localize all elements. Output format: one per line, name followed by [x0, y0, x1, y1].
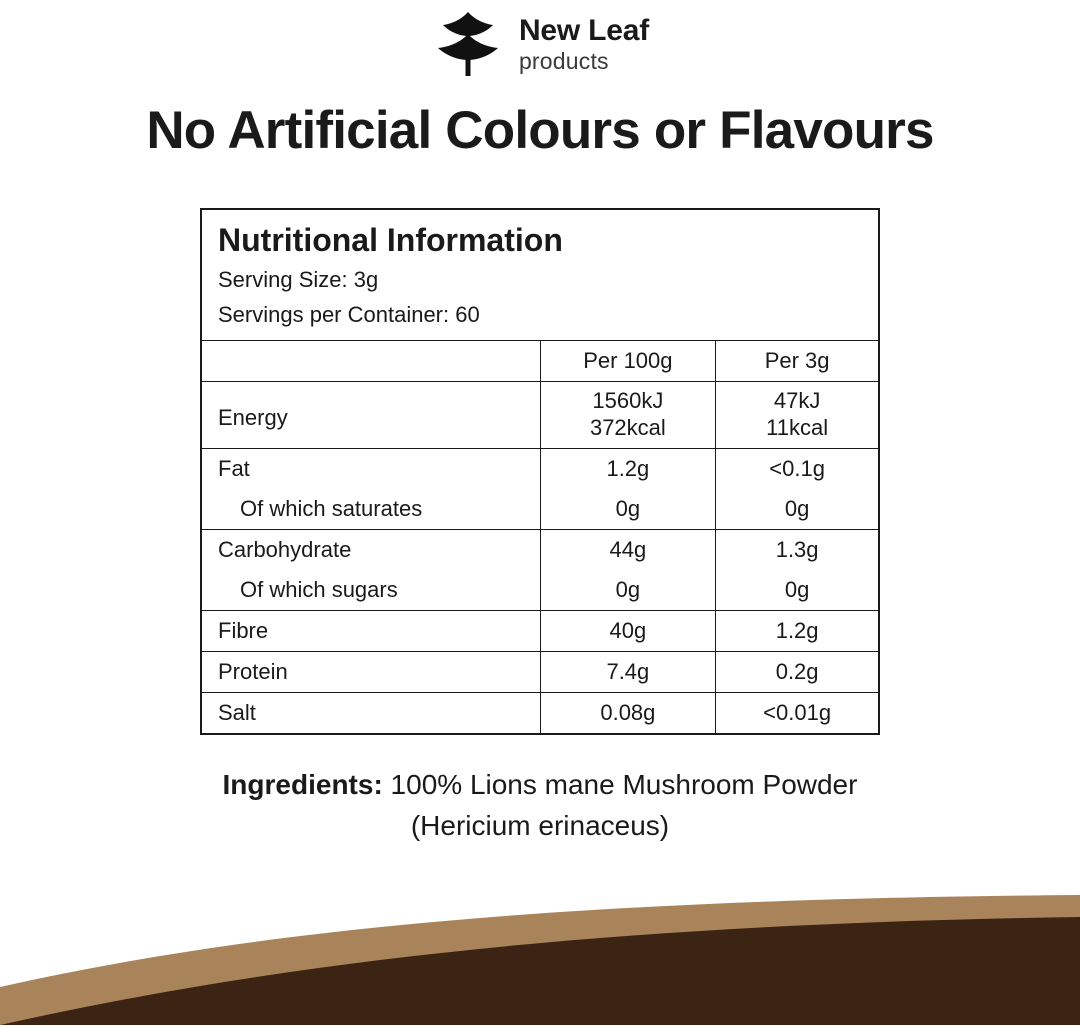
- brand-text: [518, 13, 650, 74]
- row-label: Salt: [202, 693, 540, 734]
- row-value-per-100g: 0g: [540, 489, 716, 530]
- ingredients-line-1: [110, 765, 970, 806]
- table-row: [202, 652, 878, 693]
- row-value-per-100g: 1.2g: [540, 449, 716, 490]
- row-value-per-3g: <0.1g: [716, 449, 878, 490]
- brand-subtitle: products: [518, 47, 609, 74]
- row-value-per-100g: 7.4g: [540, 652, 716, 693]
- table-row: [202, 693, 878, 734]
- decorative-swoosh: [0, 895, 1080, 1025]
- table-row: [202, 489, 878, 530]
- row-value-per-100g: 1560kJ 372kcal: [540, 382, 716, 449]
- row-value-per-100g: 0.08g: [540, 693, 716, 734]
- brand-header: [0, 0, 1080, 78]
- row-value-per-3g: 0g: [716, 570, 878, 611]
- row-label: Of which saturates: [240, 496, 423, 522]
- table-header-row: [202, 341, 878, 382]
- row-value-per-3g: 0g: [716, 489, 878, 530]
- row-value-per-100g: 44g: [540, 530, 716, 571]
- row-value-per-3g: 1.3g: [716, 530, 878, 571]
- page-title: No Artificial Colours or Flavours: [146, 101, 934, 160]
- row-value-per-3g: 47kJ 11kcal: [716, 382, 878, 449]
- nutrition-panel: [200, 208, 880, 735]
- nutrition-panel-header: [202, 210, 878, 340]
- table-row: [202, 530, 878, 571]
- row-label: Fat: [202, 449, 540, 490]
- servings-per-container: Servings per Container: 60: [218, 302, 480, 328]
- column-header-per-3g-label: Per 3g: [764, 348, 830, 374]
- ingredients-label: Ingredients:: [222, 769, 383, 801]
- row-value-per-3g: 0.2g: [716, 652, 878, 693]
- row-label: Protein: [202, 652, 540, 693]
- row-value-per-100g: 0g: [540, 570, 716, 611]
- ingredients-line-2: (Hericium erinaceus): [410, 809, 670, 841]
- row-label: Energy: [202, 382, 540, 449]
- serving-size: Serving Size: 3g: [218, 266, 379, 292]
- row-value-per-3g: 1.2g: [716, 611, 878, 652]
- table-row: [202, 611, 878, 652]
- row-label: Carbohydrate: [202, 530, 540, 571]
- brand-name: New Leaf: [518, 13, 650, 47]
- table-row: [202, 449, 878, 490]
- ingredients-block: [110, 765, 970, 846]
- row-value-per-3g: <0.01g: [716, 693, 878, 734]
- leaf-layers-logo-icon: [431, 10, 505, 78]
- column-header-nutrient: [202, 341, 540, 382]
- column-header-per-100g-label: Per 100g: [583, 348, 673, 374]
- nutrition-table: [202, 340, 878, 733]
- row-label: Fibre: [202, 611, 540, 652]
- table-row: [202, 570, 878, 611]
- column-header-per-100g: [540, 341, 716, 382]
- ingredients-value: 100% Lions mane Mushroom Powder: [390, 769, 858, 801]
- table-row: [202, 382, 878, 449]
- row-label: Of which sugars: [240, 577, 398, 603]
- row-value-per-100g: 40g: [540, 611, 716, 652]
- column-header-per-3g: [716, 341, 878, 382]
- nutrition-title: Nutritional Information: [218, 222, 563, 258]
